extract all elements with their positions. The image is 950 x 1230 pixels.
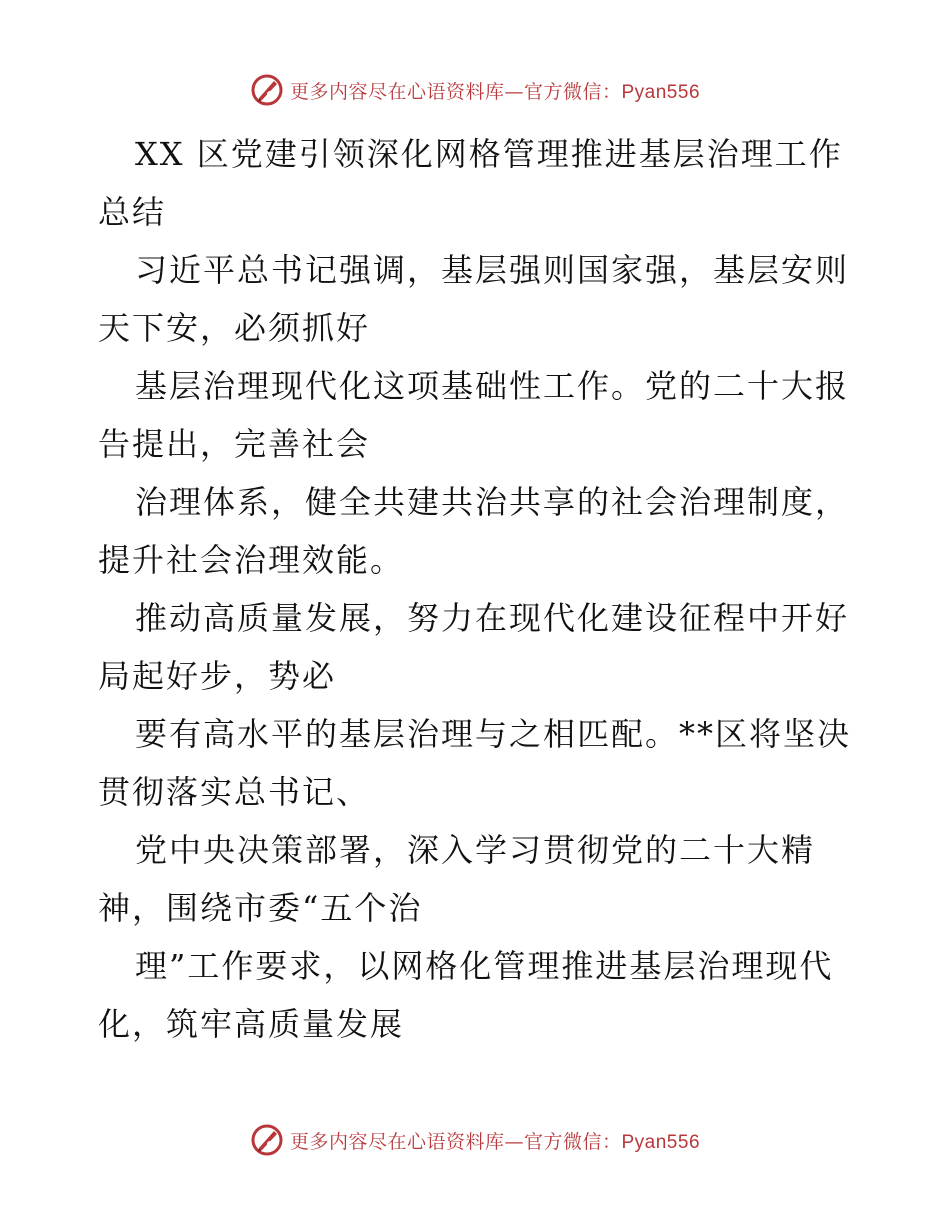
paragraph-line: 党中央决策部署，深入学习贯彻党的二十大精 [135,831,816,869]
paragraph-line: 要有高水平的基层治理与之相匹配。**区将坚决 [135,715,852,753]
document-body [98,125,858,1053]
paragraph-line: 局起好步，势必 [98,657,337,695]
paragraph-line: 天下安，必须抓好 [98,309,371,347]
paragraph-line: 提升社会治理效能。 [98,541,405,579]
paragraph-line: 理”工作要求，以网格化管理推进基层治理现代 [135,947,834,985]
paragraph-line: 化，筑牢高质量发展 [98,1005,405,1043]
paragraph-line: 基层治理现代化这项基础性工作。党的二十大报 [135,367,850,405]
paragraph-line: 治理体系，健全共建共治共享的社会治理制度， [135,483,850,521]
red-quill-seal-icon [250,1123,284,1157]
header-watermark-banner [0,70,950,110]
paragraph-line: 贯彻落实总书记、 [98,773,371,811]
watermark-text: 更多内容尽在心语资料库—官方微信：Pyan556 [289,1130,701,1153]
watermark-text: 更多内容尽在心语资料库—官方微信：Pyan556 [289,80,701,103]
paragraph-line: 神，围绕市委“五个治 [98,889,423,927]
footer-watermark-banner [0,1120,950,1160]
red-quill-seal-icon [250,73,284,107]
paragraph-line: 告提出，完善社会 [98,425,371,463]
document-title-line-1: XX 区党建引领深化网格管理推进基层治理工作 [135,135,843,173]
document-title-line-2: 总结 [98,193,167,231]
paragraph-line: 习近平总书记强调，基层强则国家强，基层安则 [135,251,850,289]
paragraph-line: 推动高质量发展，努力在现代化建设征程中开好 [135,599,850,637]
